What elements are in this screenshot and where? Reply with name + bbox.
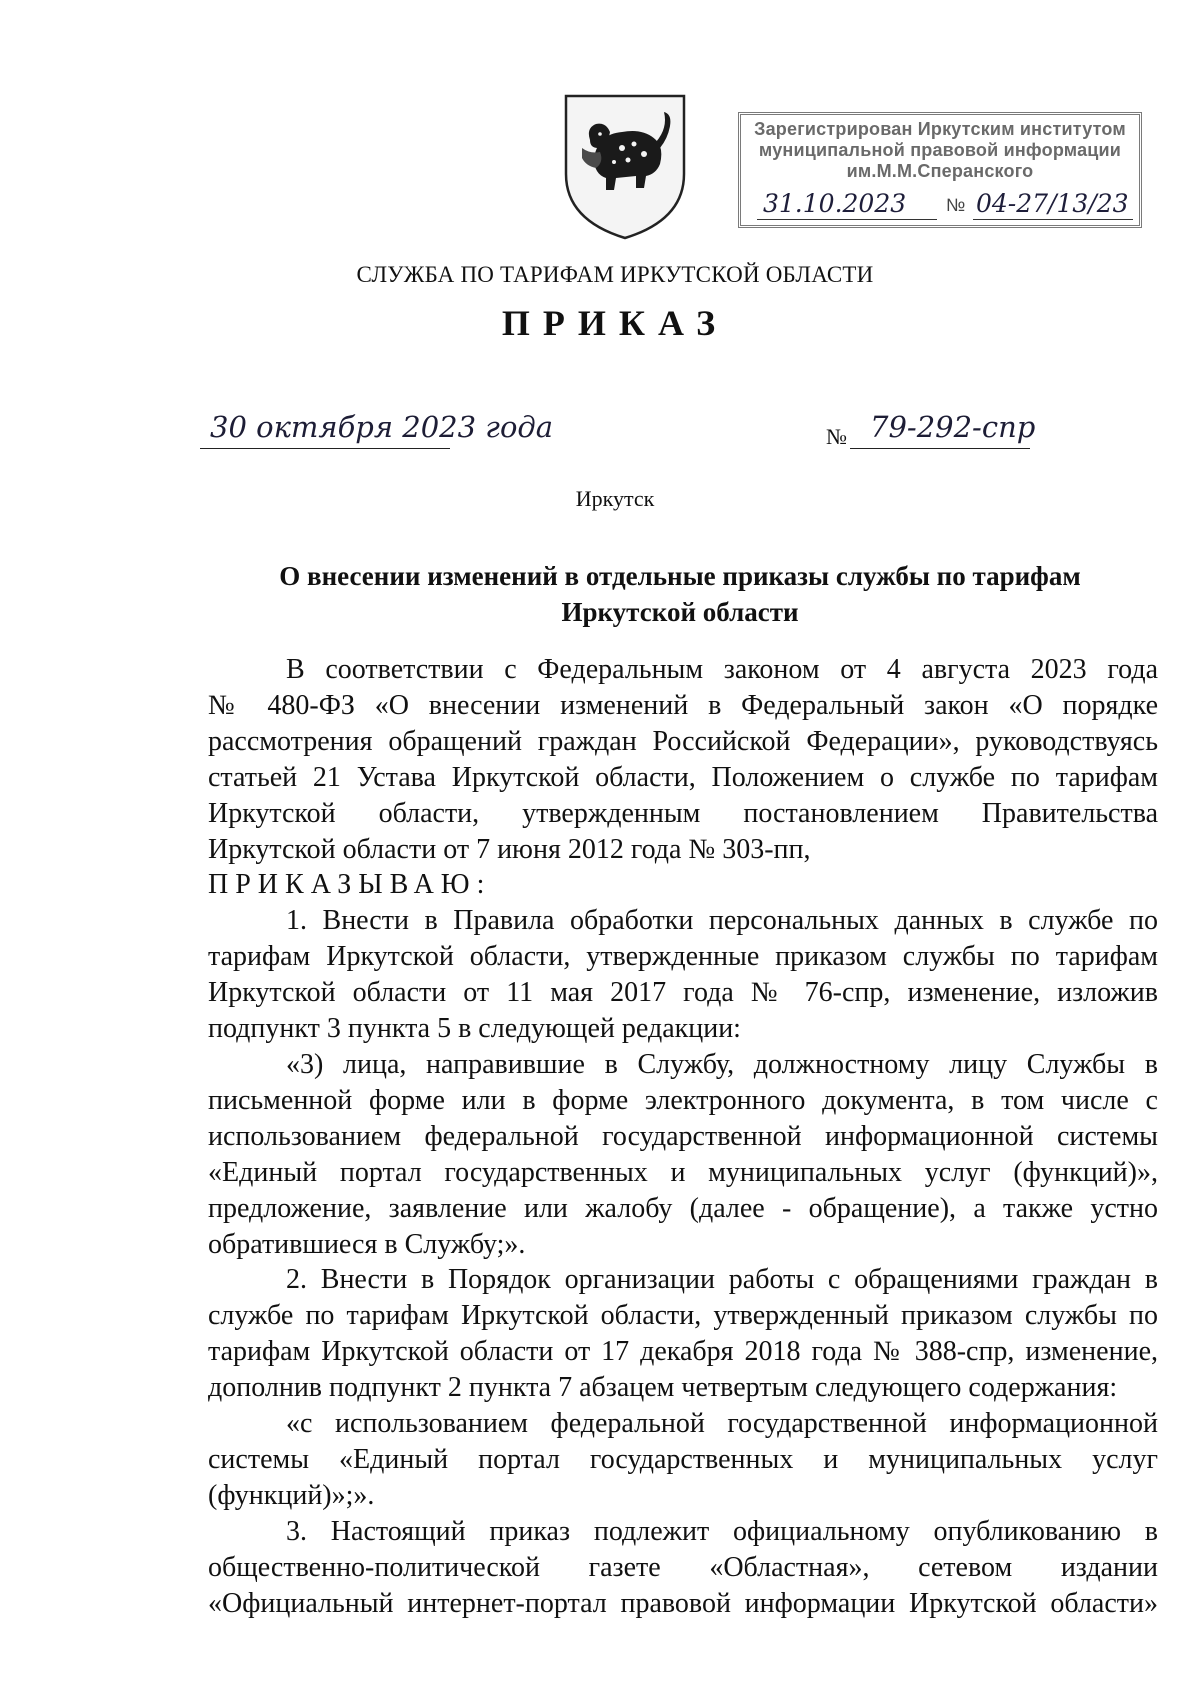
subject-line-1: О внесении изменений в отдельные приказы службы по тарифам [279, 561, 1081, 591]
stamp-number-underline [973, 219, 1133, 220]
item-2-quote-line: «с использованием федеральной государственной информационной [286, 1408, 1158, 1440]
item-2-line: дополнив подпункт 2 пункта 7 абзацем четвертым следующего содержания: [208, 1372, 1118, 1404]
item-3-line: общественно-политической газете «Областная», сетевом издании [208, 1551, 1158, 1583]
item-2-quote-line: (функций)»;». [208, 1479, 375, 1511]
coat-of-arms-icon [560, 92, 690, 242]
item-1-quote-line: предложение, заявление или жалобу (далее - обращение), а также устно [208, 1192, 1158, 1224]
item-3-line: 3. Настоящий приказ подлежит официальному опубликованию в [286, 1515, 1158, 1547]
preamble-line: рассмотрения обращений граждан Российской Федерации», руководствуясь [208, 725, 1158, 757]
order-date-underline [200, 448, 450, 449]
preamble-line: № 480-ФЗ «О внесении изменений в Федеральный закон «О порядке [208, 689, 1158, 721]
item-1-quote-line: обратившиеся в Службу;». [208, 1228, 526, 1260]
item-1-quote-line: использованием федеральной государственной информационной системы [208, 1120, 1158, 1152]
order-number: 79-292-спр [870, 410, 1036, 444]
item-2-line: службе по тарифам Иркутской области, утвержденный приказом службы по [208, 1300, 1158, 1332]
order-body [208, 652, 1158, 1621]
subject-line-2: Иркутской области [561, 597, 799, 627]
item-2-line: тарифам Иркутской области от 17 декабря 2018 года № 388-спр, изменение, [208, 1336, 1158, 1368]
agency-name: СЛУЖБА ПО ТАРИФАМ ИРКУТСКОЙ ОБЛАСТИ [356, 262, 874, 287]
item-1-line: 1. Внести в Правила обработки персональных данных в службе по [286, 905, 1158, 937]
item-1-line: Иркутской области от 11 мая 2017 года № 76-спр, изменение, изложив [208, 977, 1158, 1009]
stamp-number-label: № [946, 195, 966, 215]
item-2-line: 2. Внести в Порядок организации работы с обращениями граждан в [286, 1264, 1158, 1296]
stamp-line-2: муниципальной правовой информации [758, 140, 1122, 160]
stamp-date-underline [757, 219, 937, 220]
item-2-quote-line: системы «Единый портал государственных и муниципальных услуг [208, 1443, 1158, 1475]
order-date: 30 октября 2023 года [210, 410, 554, 444]
order-number-underline [850, 448, 1030, 449]
stamp-number: 04-27/13/23 [976, 189, 1129, 218]
item-1-quote-line: «Единый портал государственных и муниципальных услуг (функций)», [208, 1156, 1158, 1188]
item-3-line: «Официальный интернет-портал правовой информации Иркутской области» [208, 1587, 1158, 1619]
preamble-line: Иркутской области, утвержденным постановлением Правительства [208, 797, 1158, 829]
city: Иркутск [575, 486, 655, 511]
item-1-quote-line: «3) лица, направившие в Службу, должностному лицу Службы в [286, 1048, 1158, 1080]
order-word: ПРИКАЗЫВАЮ: [208, 869, 492, 901]
item-1-line: подпункт 3 пункта 5 в следующей редакции: [208, 1013, 741, 1045]
item-1-line: тарифам Иркутской области, утвержденные приказом службы по тарифам [208, 941, 1158, 973]
order-number-label: № [826, 424, 847, 449]
preamble-line: В соответствии с Федеральным законом от 4 августа 2023 года [286, 654, 1158, 685]
stamp-line-1: Зарегистрирован Иркутским институтом [754, 119, 1126, 139]
stamp-line-3: им.М.М.Сперанского [846, 161, 1034, 181]
preamble-line: Иркутской области от 7 июня 2012 года № 303-пп, [208, 833, 811, 865]
stamp-registration-row [741, 189, 1139, 223]
stamp-date: 31.10.2023 [763, 189, 907, 218]
item-1-quote-line: письменной форме или в форме электронного документа, в том числе с [208, 1084, 1158, 1116]
order-subject [200, 558, 1160, 630]
registration-stamp [738, 112, 1142, 228]
preamble-line: статьей 21 Устава Иркутской области, Положением о службе по тарифам [208, 761, 1158, 793]
document-title: ПРИКАЗ [501, 303, 729, 343]
